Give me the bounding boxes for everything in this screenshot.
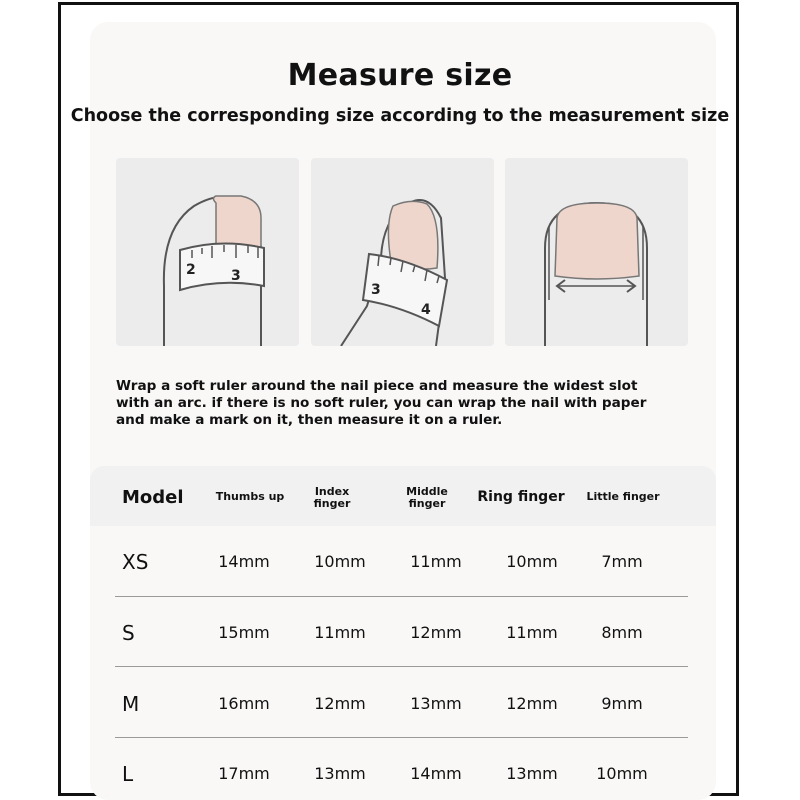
ruler-mark: 3 xyxy=(231,268,241,284)
cell-thumb: 14mm xyxy=(218,552,270,571)
cell-ring: 10mm xyxy=(506,552,558,571)
row-divider xyxy=(115,666,688,667)
row-model: XS xyxy=(122,550,149,574)
cell-little: 8mm xyxy=(601,623,643,642)
cell-index: 10mm xyxy=(314,552,366,571)
page-subtitle: Choose the corresponding size according to the measurement size xyxy=(70,106,730,126)
finger-with-soft-ruler-icon xyxy=(311,158,494,346)
ruler-mark: 4 xyxy=(421,302,431,318)
cell-thumb: 16mm xyxy=(218,694,270,713)
row-divider xyxy=(115,737,688,738)
cell-thumb: 17mm xyxy=(218,764,270,783)
header-thumb: Thumbs up xyxy=(215,490,285,503)
header-index-finger xyxy=(298,486,366,510)
instruction-line: and make a mark on it, then measure it on a ruler. xyxy=(116,412,503,428)
cell-middle: 13mm xyxy=(410,694,462,713)
cell-middle: 14mm xyxy=(410,764,462,783)
cell-middle: 12mm xyxy=(410,623,462,642)
cell-index: 11mm xyxy=(314,623,366,642)
illustration-panel-3 xyxy=(505,158,688,346)
cell-little: 10mm xyxy=(596,764,648,783)
cell-middle: 11mm xyxy=(410,552,462,571)
header-model: Model xyxy=(122,487,184,508)
instruction-line: with an arc. if there is no soft ruler, you can wrap the nail with paper xyxy=(116,395,647,411)
header-middle-line: finger xyxy=(408,497,446,510)
ruler-mark: 2 xyxy=(186,262,196,278)
illustration-panel-1 xyxy=(116,158,299,346)
header-ring-finger: Ring finger xyxy=(477,489,565,505)
row-model: M xyxy=(122,692,140,716)
page-title: Measure size xyxy=(287,58,513,93)
row-model: L xyxy=(122,762,134,786)
cell-ring: 13mm xyxy=(506,764,558,783)
cell-ring: 11mm xyxy=(506,623,558,642)
measurement-instructions xyxy=(116,378,696,429)
row-model: S xyxy=(122,621,135,645)
header-index-line: finger xyxy=(313,497,351,510)
instruction-line: Wrap a soft ruler around the nail piece and measure the widest slot xyxy=(116,378,638,394)
cell-thumb: 15mm xyxy=(218,623,270,642)
cell-index: 12mm xyxy=(314,694,366,713)
cell-little: 9mm xyxy=(601,694,643,713)
illustration-panel-2 xyxy=(311,158,494,346)
header-little-finger: Little finger xyxy=(586,490,660,503)
nail-width-arrow-icon xyxy=(505,158,688,346)
cell-little: 7mm xyxy=(601,552,643,571)
row-divider xyxy=(115,596,688,597)
header-index-line: Index xyxy=(314,485,350,498)
header-middle-line: Middle xyxy=(406,485,448,498)
ruler-mark: 3 xyxy=(371,282,381,298)
header-middle-finger xyxy=(393,486,461,510)
thumb-with-soft-ruler-icon xyxy=(116,158,299,346)
cell-index: 13mm xyxy=(314,764,366,783)
cell-ring: 12mm xyxy=(506,694,558,713)
